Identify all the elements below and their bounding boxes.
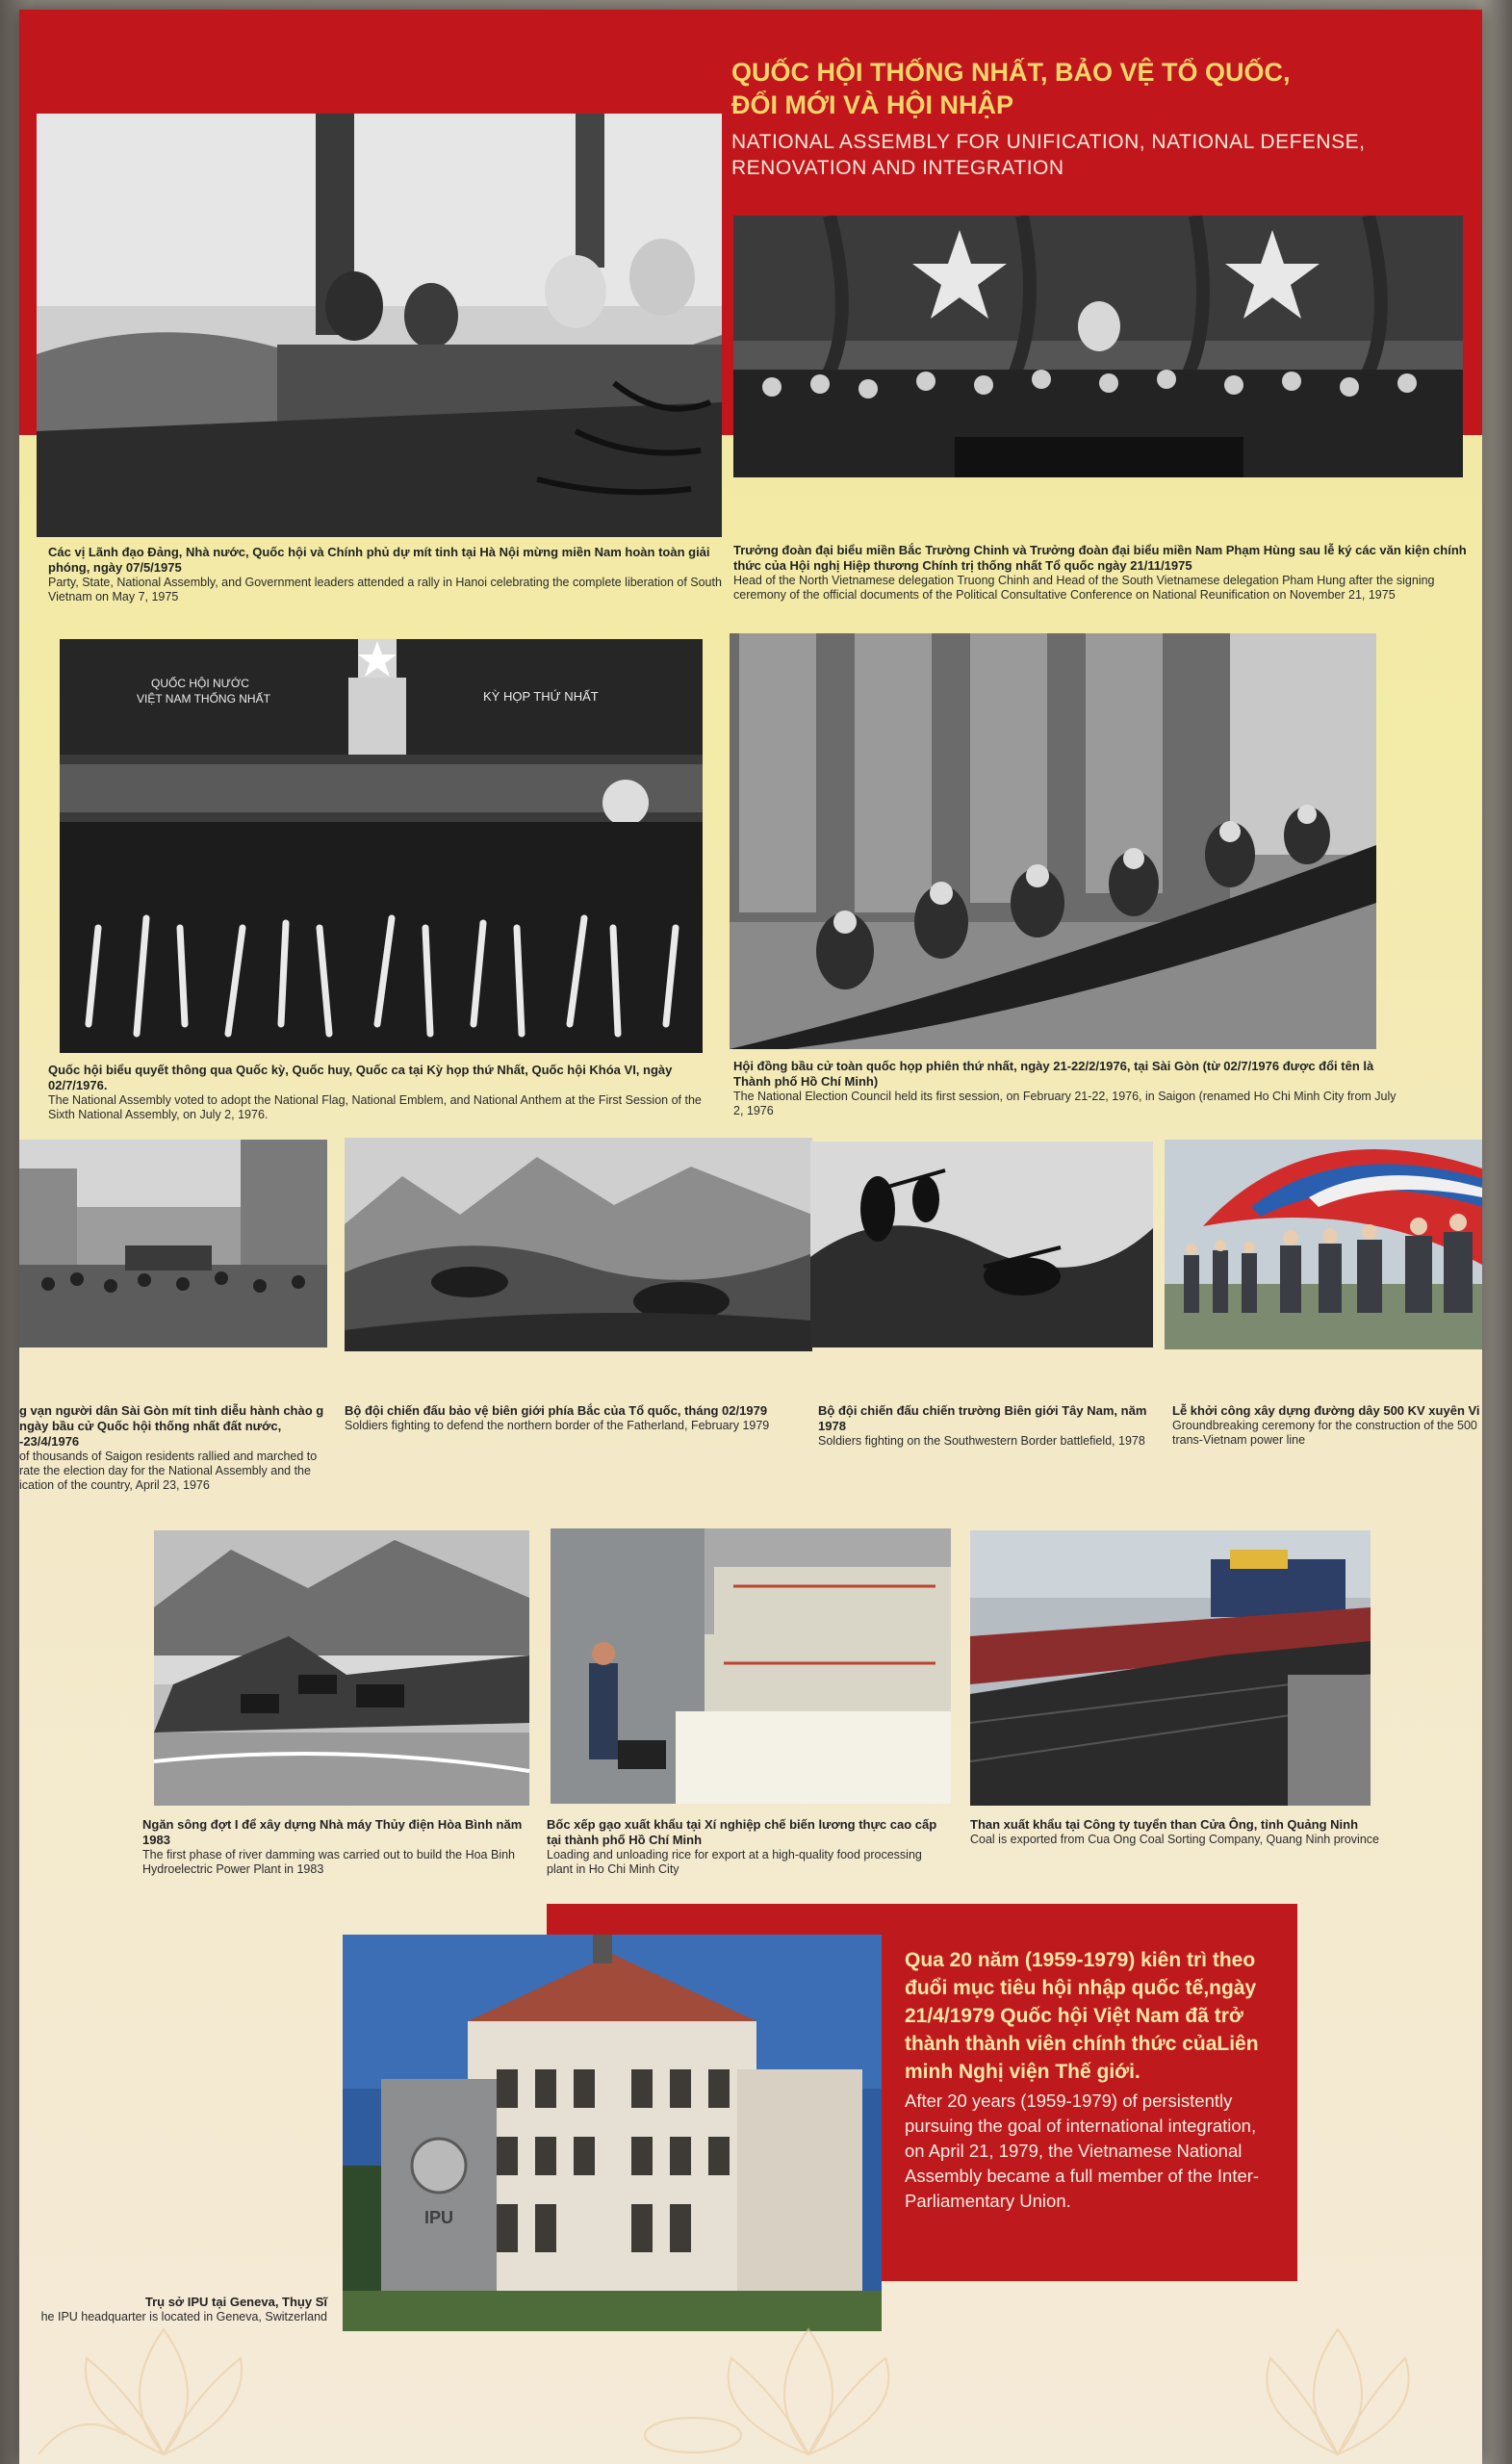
caption-northern-border <box>345 1403 807 1433</box>
lotus-decoration-right <box>1193 2310 1482 2464</box>
banner-text-2: VIỆT NAM THỐNG NHẤT <box>137 692 270 706</box>
ipu-text-vi: Qua 20 năm (1959-1979) kiên trì theo đuổi mục tiêu hội nhập quốc tế,ngày 21/4/1979 Quốc hội Việt Nam đã trở thành thành viên chính thức củaLiên minh Nghị viện Thế giới. <box>905 1949 1259 2083</box>
caption-rice-export <box>547 1817 951 1877</box>
caption-vi: Bộ đội chiến đấu bảo vệ biên giới phía Bắc của Tổ quốc, tháng 02/1979 <box>345 1403 768 1418</box>
caption-assembly-vote <box>48 1063 722 1122</box>
caption-vi: Than xuất khẩu tại Công ty tuyển than Cửa Ông, tỉnh Quảng Ninh <box>970 1817 1359 1832</box>
caption-vi: Các vị Lãnh đạo Đảng, Nhà nước, Quốc hội và Chính phủ dự mít tinh tại Hà Nội mừng miền Nam hoàn toàn giải phóng, ngày 07/5/1975 <box>48 545 710 575</box>
photo-signing-ceremony <box>733 216 1463 477</box>
caption-election-council <box>733 1059 1407 1118</box>
caption-hanoi-rally <box>48 545 722 604</box>
caption-vi: Ngăn sông đợt I để xây dựng Nhà máy Thủy điện Hòa Bình năm 1983 <box>142 1817 523 1847</box>
caption-vi: Trưởng đoàn đại biểu miền Bắc Trường Chinh và Trưởng đoàn đại biểu miền Nam Phạm Hùng sau lễ ký các văn kiện chính thức của Hội nghị Hiệp thương Chính trị thống nhất Tổ quốc ngày 21/11/1975 <box>733 543 1467 573</box>
banner-text-1: QUỐC HỘI NƯỚC <box>151 677 249 690</box>
photo-southwest-border <box>810 1142 1153 1348</box>
photo-election-council <box>730 633 1376 1049</box>
caption-signing-ceremony <box>733 543 1482 603</box>
caption-en: Soldiers fighting to defend the northern border of the Fatherland, February 1979 <box>345 1419 770 1432</box>
caption-vi: Bốc xếp gạo xuất khẩu tại Xí nghiệp chế biến lương thực cao cấp tại thành phố Hồ Chí Minh <box>547 1817 937 1847</box>
caption-vi: Hội đồng bầu cử toàn quốc họp phiên thứ nhất, ngày 21-22/2/1976, tại Sài Gòn (từ 02/7/1976 được đổi tên là Thành phố Hồ Chí Minh) <box>733 1059 1374 1089</box>
caption-en: Groundbreaking ceremony for the construction of the 500 trans-Vietnam power line <box>1172 1419 1477 1447</box>
title-vi-line2: ĐỔI MỚI VÀ HỘI NHẬP <box>731 90 1014 119</box>
photo-hanoi-rally <box>37 114 722 537</box>
caption-en: The first phase of river damming was carried out to build the Hoa Binh Hydroelectric Power Plant in 1983 <box>142 1848 515 1876</box>
photo-coal-export <box>970 1530 1371 1806</box>
caption-en: Coal is exported from Cua Ong Coal Sorting Company, Quang Ninh province <box>970 1833 1379 1846</box>
caption-hoa-binh-dam <box>142 1817 527 1877</box>
caption-en: Head of the North Vietnamese delegation Truong Chinh and Head of the South Vietnamese delegation Pham Hung after the signing ceremony of the official documents of the Political Consultative Conference on National Reunification on November 21, 1975 <box>733 574 1435 602</box>
caption-vi: Bộ đội chiến đấu chiến trường Biên giới Tây Nam, năm 1978 <box>818 1403 1147 1433</box>
caption-vi: Lễ khởi công xây dựng đường dây 500 KV xuyên Vi <box>1172 1403 1480 1418</box>
poster-header <box>731 56 1444 181</box>
caption-en: he IPU headquarter is located in Geneva, Switzerland <box>40 2310 327 2323</box>
banner-text-3: KỲ HỌP THỨ NHẤT <box>483 689 599 704</box>
caption-en: of thousands of Saigon residents rallied and marched to rate the election day for the National Assembly and the ication of the country, April 23, 1976 <box>19 1450 318 1492</box>
caption-coal-export <box>970 1817 1384 1847</box>
lotus-decoration-left <box>19 2291 308 2464</box>
photo-saigon-rally <box>19 1140 327 1348</box>
caption-vi: Trụ sở IPU tại Geneva, Thụy Sĩ <box>144 2295 327 2309</box>
title-en-line1: NATIONAL ASSEMBLY FOR UNIFICATION, NATIONAL DEFENSE, <box>731 131 1366 153</box>
exhibition-poster <box>19 10 1482 2464</box>
caption-en: Loading and unloading rice for export at a high-quality food processing plant in Ho Chi Minh City <box>547 1848 922 1876</box>
caption-saigon-rally <box>19 1403 327 1493</box>
photo-ipu-geneva <box>343 1935 882 2331</box>
ipu-text-en: After 20 years (1959-1979) of persistently pursuing the goal of international integration, on April 21, 1979, the Vietnamese National Assembly became a full member of the Inter-Parliamentary Union. <box>905 2091 1260 2211</box>
caption-en: Party, State, National Assembly, and Government leaders attended a rally in Hanoi celebrating the complete liberation of South Vietnam on May 7, 1975 <box>48 576 722 603</box>
caption-southwest-border <box>818 1403 1174 1449</box>
photo-rice-export <box>551 1528 951 1804</box>
lotus-decoration-center <box>635 2300 982 2464</box>
title-en-line2: RENOVATION AND INTEGRATION <box>731 157 1064 179</box>
photo-hoa-binh-dam <box>154 1530 529 1806</box>
caption-en: Soldiers fighting on the Southwestern Border battlefield, 1978 <box>818 1434 1145 1448</box>
caption-en: The National Election Council held its first session, on February 21-22, 1976, in Saigon (renamed Ho Chi Minh City from July 2, 1976 <box>733 1090 1397 1117</box>
ipu-sign-text: IPU <box>423 2208 454 2227</box>
photo-500kv-line <box>1165 1140 1482 1349</box>
caption-500kv-line <box>1172 1403 1482 1448</box>
photo-northern-border <box>345 1138 812 1351</box>
title-vi-line1: QUỐC HỘI THỐNG NHẤT, BẢO VỆ TỔ QUỐC, <box>731 58 1291 87</box>
caption-en: The National Assembly voted to adopt the National Flag, National Emblem, and National Anthem at the First Session of the Sixth National Assembly, on July 2, 1976. <box>48 1093 702 1121</box>
caption-vi: Quốc hội biểu quyết thông qua Quốc kỳ, Quốc huy, Quốc ca tại Kỳ họp thứ Nhất, Quốc hội Khóa VI, ngày 02/7/1976. <box>48 1063 673 1092</box>
caption-vi: g vạn người dân Sài Gòn mít tinh diễu hành chào g ngày bầu cử Quốc hội thống nhất đất nước, -23/4/1976 <box>19 1403 324 1449</box>
photo-assembly-vote <box>60 639 703 1053</box>
